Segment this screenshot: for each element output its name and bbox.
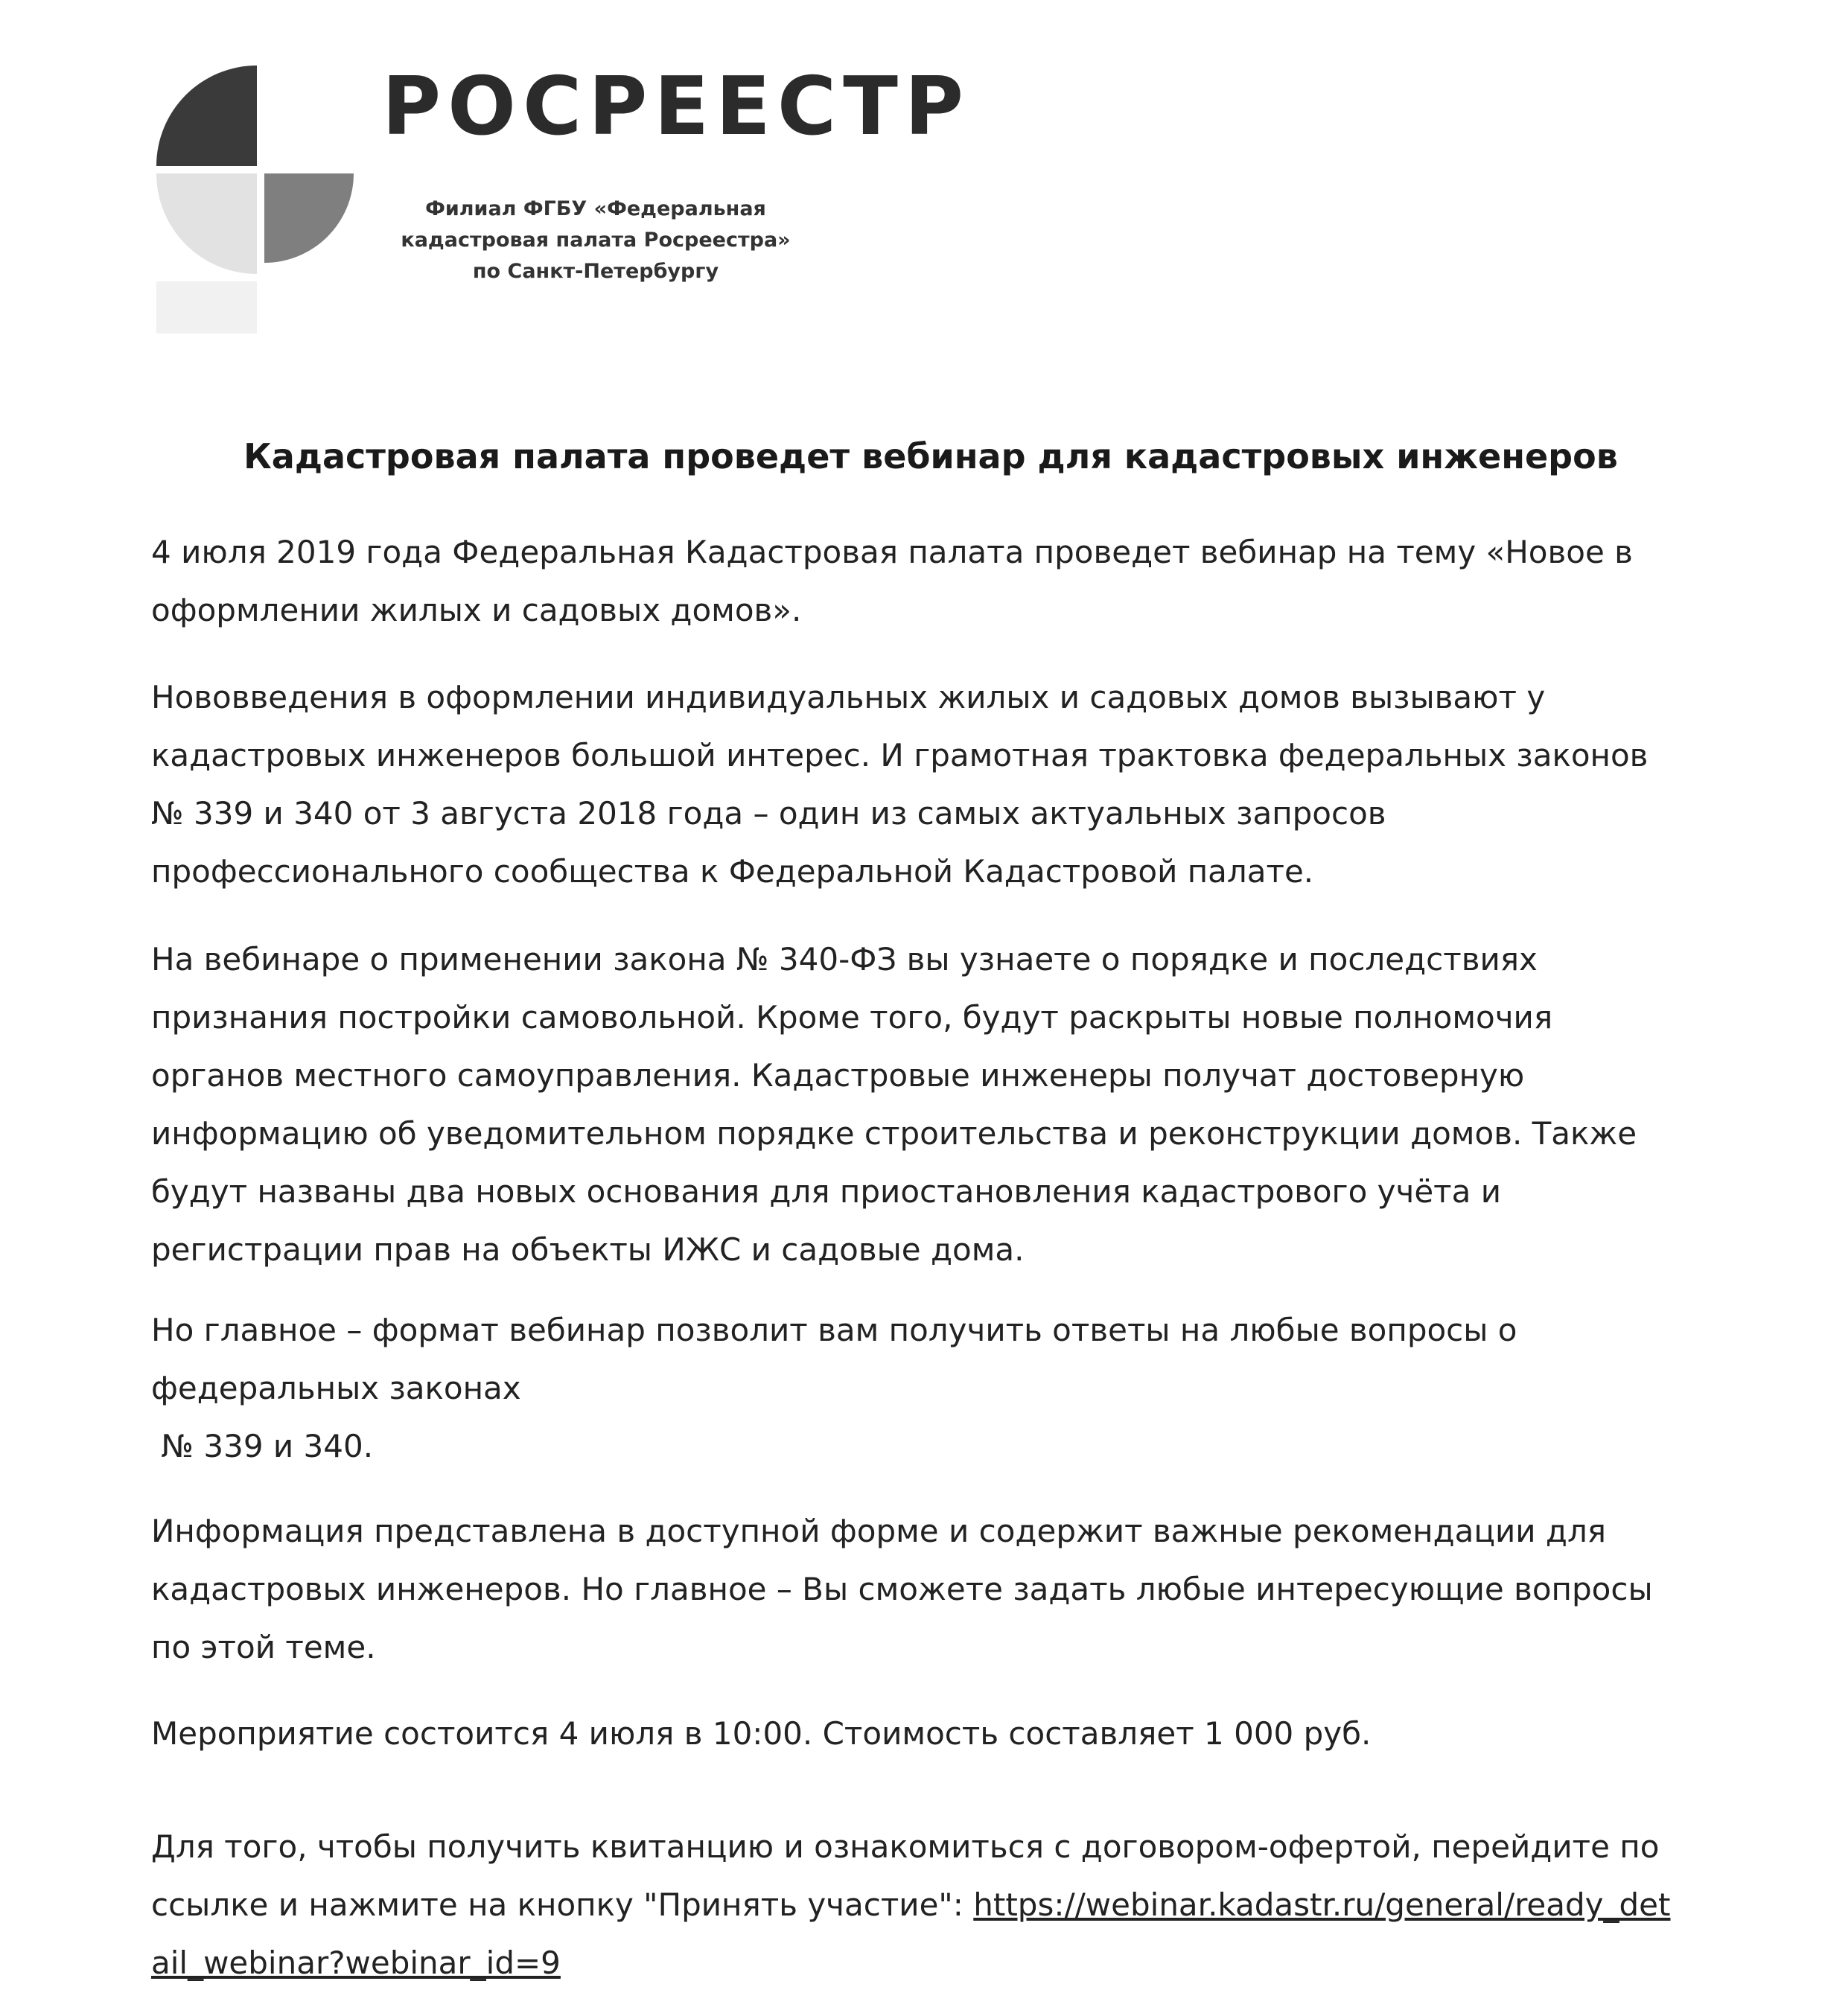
paragraph-line: Информация представлена в доступной форме и содержит важные рекомендации для bbox=[151, 1513, 1607, 1549]
paragraph-line: федеральных законах bbox=[151, 1370, 521, 1406]
paragraph-3 bbox=[151, 931, 1737, 1279]
paragraph-1 bbox=[151, 523, 1737, 639]
webinar-link-part-1[interactable]: https://webinar.kadastr.ru/general/ready_det bbox=[973, 1886, 1671, 1923]
paragraph-line: Для того, чтобы получить квитанцию и ознакомиться с договором-офертой, перейдите по bbox=[151, 1828, 1660, 1865]
paragraph-line: оформлении жилых и садовых домов». bbox=[151, 592, 802, 628]
paragraph-line: регистрации прав на объекты ИЖС и садовые дома. bbox=[151, 1231, 1025, 1268]
paragraph-line: № 339 и 340 от 3 августа 2018 года – один из самых актуальных запросов bbox=[151, 795, 1386, 832]
paragraph-line: кадастровых инженеров. Но главное – Вы сможете задать любые интересующие вопросы bbox=[151, 1571, 1653, 1607]
paragraph-line: № 339 и 340. bbox=[151, 1428, 374, 1464]
paragraph-line: органов местного самоуправления. Кадастровые инженеры получат достоверную bbox=[151, 1057, 1525, 1094]
paragraph-2 bbox=[151, 669, 1737, 901]
paragraph-line bbox=[151, 1876, 1737, 1934]
paragraph-line: Но главное – формат вебинар позволит вам получить ответы на любые вопросы о bbox=[151, 1312, 1517, 1348]
paragraph-6 bbox=[151, 1705, 1737, 1763]
subtitle-line: Филиал ФГБУ «Федеральная bbox=[425, 197, 766, 220]
subtitle-line: по Санкт-Петербургу bbox=[472, 260, 719, 283]
paragraph-5 bbox=[151, 1502, 1737, 1677]
paragraph-line: Мероприятие состоится 4 июля в 10:00. Стоимость составляет 1 000 руб. bbox=[151, 1715, 1372, 1752]
paragraph-line: информацию об уведомительном порядке строительства и реконструкции домов. Также bbox=[151, 1115, 1637, 1152]
branch-subtitle bbox=[387, 194, 804, 287]
paragraph-line: признания постройки самовольной. Кроме того, будут раскрыты новые полномочия bbox=[151, 999, 1553, 1036]
subtitle-line: кадастровая палата Росреестра» bbox=[401, 229, 791, 252]
article-title: Кадастровая палата проведет вебинар для кадастровых инженеров bbox=[243, 436, 1618, 476]
logo-title: РОСРЕЕСТР bbox=[382, 60, 971, 153]
link-intro-text: ссылке и нажмите на кнопку "Принять участие": bbox=[151, 1886, 974, 1923]
paragraph-line: На вебинаре о применении закона № 340-ФЗ вы узнаете о порядке и последствиях bbox=[151, 941, 1538, 977]
webinar-link-part-2[interactable]: ail_webinar?webinar_id=9 bbox=[151, 1945, 561, 1981]
paragraph-line: по этой теме. bbox=[151, 1629, 376, 1665]
paragraph-line: Нововведения в оформлении индивидуальных жилых и садовых домов вызывают у bbox=[151, 679, 1546, 715]
paragraph-4 bbox=[151, 1301, 1737, 1476]
paragraph-7 bbox=[151, 1818, 1737, 1992]
rosreestr-logo-icon bbox=[153, 58, 354, 334]
paragraph-line: будут названы два новых основания для приостановления кадастрового учёта и bbox=[151, 1173, 1502, 1210]
paragraph-line bbox=[151, 1934, 1737, 1992]
paragraph-line: 4 июля 2019 года Федеральная Кадастровая палата проведет вебинар на тему «Новое в bbox=[151, 534, 1633, 570]
paragraph-line: кадастровых инженеров большой интерес. И грамотная трактовка федеральных законов bbox=[151, 737, 1649, 773]
paragraph-line: профессионального сообщества к Федеральной Кадастровой палате. bbox=[151, 853, 1314, 890]
